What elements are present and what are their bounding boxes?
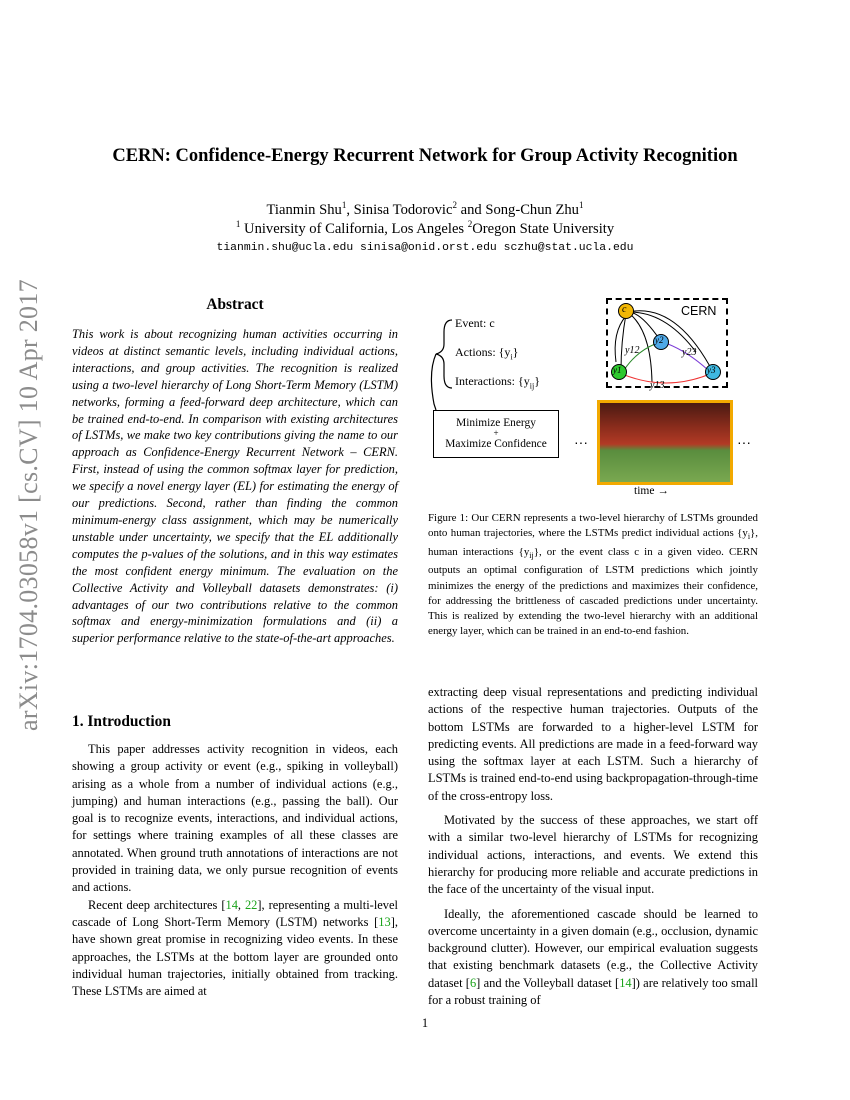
event-label	[455, 316, 495, 331]
citation-link[interactable]: 14	[225, 897, 238, 912]
level-brace	[436, 320, 452, 388]
ellipsis-left: ···	[574, 434, 588, 450]
text-run: ], have shown great promise in recognizing video events. In these approaches, the LSTMs at the bottom layer are grounded onto individual human trajectories, initially obtained from tracking. These LSTMs are aimed at	[72, 914, 398, 999]
actions-subscript: i	[510, 352, 513, 362]
text-run: ], representing a multi-level cascade of Long Short-Term Memory (LSTM) networks [	[72, 897, 398, 929]
text-run: ]) are relatively too small for a robust training of	[428, 975, 758, 1008]
energy-line-1: Minimize Energy	[456, 417, 536, 429]
caption-label: Figure 1:	[428, 512, 472, 524]
text-run: ,	[237, 897, 245, 912]
interactions-label	[455, 374, 540, 390]
citation-link[interactable]: 13	[378, 914, 391, 929]
actions-label-text: Actions: {y	[455, 345, 511, 359]
ellipsis-right: ···	[737, 434, 751, 450]
energy-layer-box	[433, 410, 559, 458]
author-name: Tianmin Shu	[266, 201, 342, 218]
citation-link[interactable]: 22	[244, 897, 258, 912]
author-name: and Song-Chun Zhu	[456, 201, 579, 218]
affiliations	[0, 219, 850, 238]
author-affil-mark: 2	[452, 200, 457, 210]
affil-mark: 1	[235, 219, 241, 229]
citation-link[interactable]: 14	[619, 975, 632, 990]
abstract-text: This work is about recognizing human activities occurring in videos at distinct semantic levels, including individual actions, interactions, and group activities. The recognition is realized using a two-level hierarchy of Long Short-Term Memory (LSTM) networks, forming a feed-forward deep architecture, which can be trained end-to-end. In comparison with existing architectures of LSTMs, we make two key contributions giving the name to our approach as Confidence-Energy Recurrent Network – CERN. First, instead of using the common softmax layer for prediction, we specify a novel energy layer (EL) for estimating the energy of our predictions. Second, rather than finding the common minimum-energy class assignment, which may be numerically unstable under uncertainty, we specify that the EL additionally computes the p-values of the solutions, and in this way estimates the most confident energy minimum. The evaluation on the Collective Activity and Volleyball datasets demonstrates: (i) advantages of our two contributions relative to the common softmax and energy-minimization formulations and (ii) a superior performance relative to the state-of-the-art approaches.	[72, 327, 398, 646]
event-label-text: Event: c	[455, 316, 495, 330]
text-run: ] and the Volleyball dataset [	[476, 975, 620, 990]
node-c-label: c	[622, 304, 627, 315]
node-y3-label: y3	[707, 365, 716, 375]
node-y1-label: y1	[613, 365, 622, 375]
caption-sub-i: i	[747, 532, 751, 542]
video-frame-image	[597, 400, 733, 485]
arxiv-identifier: arXiv:1704.03058v1 [cs.CV] 10 Apr 2017	[14, 279, 43, 731]
node-y2-label: y2	[655, 335, 664, 345]
introduction-heading: 1. Introduction	[72, 713, 171, 730]
right-paragraph-1: extracting deep visual representations and predicting individual actions of the respective human trajectories. Outputs of the bottom LSTMs are forwarded to a higher-level LSTM for predicting events. All predictions are made in a feed-forward way using the softmax layer at each LSTM. Such a hierarchy of LSTMs is trained end-to-end using backpropagation-through-time of the cross-entropy loss.	[428, 685, 758, 803]
affil-name: Oregon State University	[472, 220, 615, 237]
caption-text-3: }, or the event class c in a given video. CERN outputs an optimal configuration of LSTM predictions which jointly minimizes the energy of the predictions and maximizes their confidence, for addressing the brittleness of cascaded predictions under uncertainty. This is realized by extending the two-level hierarchy with an additional energy layer, which can be trained in an end-to-end fashion.	[428, 545, 758, 638]
author-affil-mark: 1	[341, 200, 347, 210]
author-name: , Sinisa Todorovic	[346, 201, 453, 218]
energy-line-2: +	[493, 428, 499, 438]
edge-y23-label: y23	[682, 347, 697, 358]
figure-1	[426, 292, 762, 504]
time-axis-label: time →	[634, 485, 669, 497]
right-column	[428, 684, 758, 1009]
intro-paragraph-1: This paper addresses activity recognition in videos, each showing a group activity or event (e.g., spiking in volleyball) arising as a whole from a number of individual actions (e.g., jumping) and human interactions (e.g., passing the ball). Our goal is to recognize events, interactions, and individual actions, for settings where training examples of all these classes are annotated. When ground truth annotations of interactions are not provided in training data, we only pursue recognition of events and actions.	[72, 742, 398, 895]
arxiv-sidebar	[14, 279, 44, 731]
edge-y13-label: y13	[650, 380, 665, 391]
actions-label	[455, 345, 518, 361]
affil-name: University of California, Los Angeles	[240, 220, 468, 237]
text-run: Ideally, the aforementioned cascade should be learned to overcome uncertainty in a given domain (e.g., occlusion, dynamic background clutter). However, our empirical evaluation suggests that existing benchmark datasets (e.g., the Collective Activity dataset [	[428, 906, 758, 990]
paper-title: CERN: Confidence-Energy Recurrent Network for Group Activity Recognition	[112, 146, 738, 166]
figure-caption	[428, 511, 758, 640]
citation-link[interactable]: 6	[469, 975, 477, 990]
right-paragraph-3	[428, 906, 758, 1010]
caption-text: Our CERN represents a two-level hierarchy of LSTMs grounded onto human trajectories, where the LSTMs predict individual actions {y	[428, 512, 758, 540]
abstract-heading: Abstract	[206, 296, 264, 313]
caption-sub-ij: ij	[529, 550, 534, 560]
interactions-subscript: ij	[529, 381, 535, 391]
brace-connector	[431, 354, 436, 410]
author-affil-mark: 1	[578, 200, 584, 210]
energy-line-3: Maximize Confidence	[445, 438, 547, 450]
author-list	[0, 200, 850, 219]
intro-paragraph-2	[72, 897, 398, 1001]
page-number: 1	[421, 1016, 429, 1030]
edge-y12-label: y12	[625, 345, 640, 356]
actions-label-end: }	[512, 345, 519, 359]
affil-mark: 2	[467, 219, 473, 229]
text-run: Recent deep architectures [	[88, 897, 226, 912]
author-emails: tianmin.shu@ucla.edu sinisa@onid.orst.edu sczhu@stat.ucla.edu	[216, 242, 634, 254]
cern-label: CERN	[681, 304, 717, 318]
caption-text-2: }, human interactions {y	[428, 527, 758, 558]
interactions-label-text: Interactions: {y	[455, 374, 530, 388]
left-column	[72, 741, 398, 1000]
interactions-label-end: }	[534, 374, 540, 388]
right-paragraph-2: Motivated by the success of these approaches, we start off with a similar two-level hierarchy of LSTMs for recognizing individual actions, interactions, and events. We extend this hierarchy for producing more reliable and accurate predictions in the face of the uncertainty of the visual input.	[428, 813, 758, 897]
